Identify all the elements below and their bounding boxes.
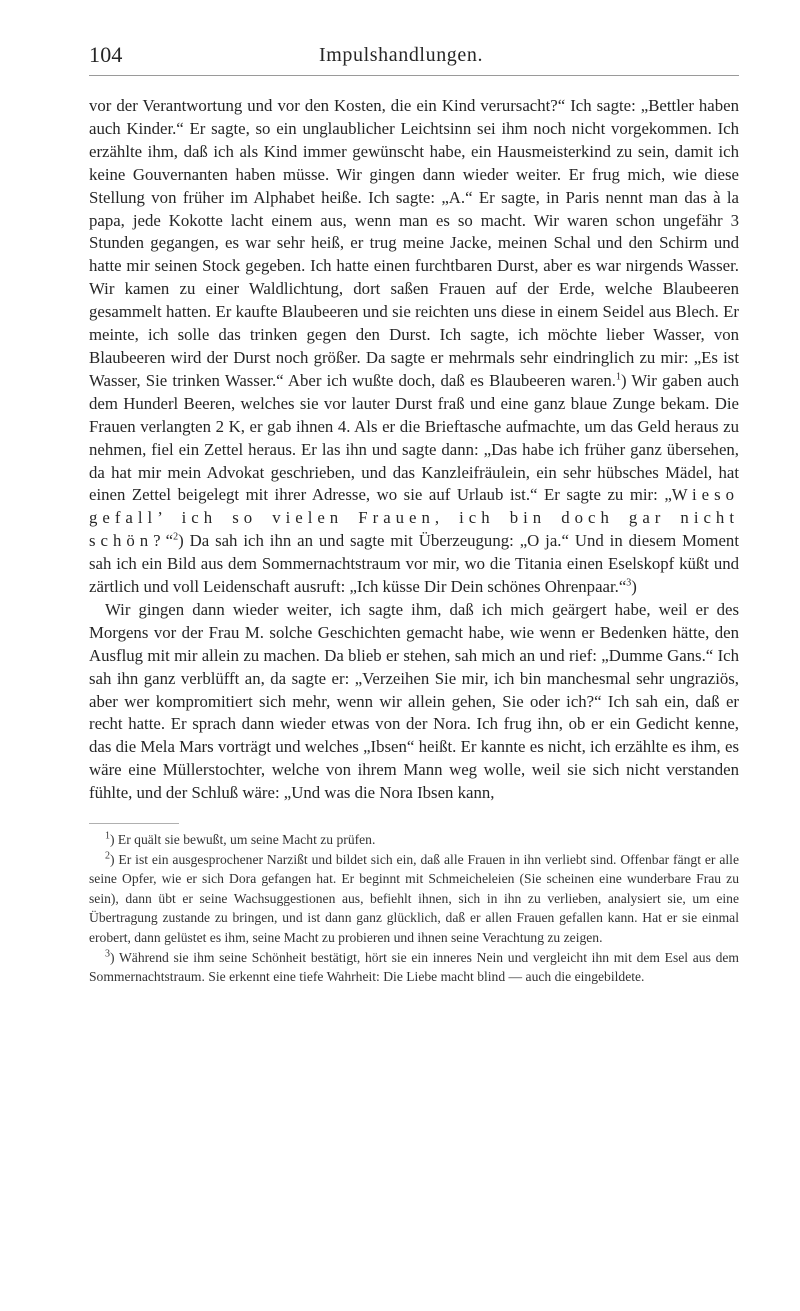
footnote-mark-1: 1: [105, 830, 110, 842]
running-title: Impulshandlungen.: [319, 44, 484, 66]
paragraph-1: [89, 95, 739, 599]
footnote-mark-3: 3: [105, 948, 110, 960]
spaced-quote: Wieso gefall’ ich so vielen Frauen, ich bin doch gar nicht schön?: [89, 485, 739, 551]
footnote-1: [89, 830, 739, 850]
footnote-text-3: ) Während sie ihm seine Schönheit bestätigt, hört sie ein inneres Nein und vergleicht ihn mit dem Esel aus dem Sommernachtstraum. Sie erkennt eine tiefe Wahrheit: Die Liebe macht blind — auch die eingebildete.: [89, 949, 739, 985]
paragraph-2: Wir gingen dann wieder weiter, ich sagte ihm, daß ich mich geärgert habe, weil er des Morgens vor der Frau M. solche Geschichten gemacht habe, wie wenn er Bedenken hätte, den Ausflug mit mir allein zu machen. Da blieb er stehen, sah mich an und rief: „Dumme Gans.“ Ich sah ihn ganz verblüfft an, da sagte er: „Verzeihen Sie mir, ich bin manchesmal sehr ungraziös, aber wer kompromitiert sich mehr, wenn wir allein gehen, Sie oder ich?“ Ich sah ein, daß er recht hatte. Er sprach dann wieder etwas von der Nora. Ich frug ihn, ob er ein Gedicht kenne, das die Mela Mars vorträgt und welches „Ibsen“ heißt. Er kannte es nicht, ich erzählte es ihm, es wäre eine Müllerstochter, welche von ihrem Mann weg wolle, weil sie sich nicht verstanden fühlte, und der Schluß wäre: „Und was die Nora Ibsen kann,: [89, 599, 739, 803]
paragraph-1-quote-close: “: [165, 531, 174, 551]
footnote-text-1: ) Er quält sie bewußt, um seine Macht zu prüfen.: [110, 832, 376, 848]
footnote-3: [89, 948, 739, 987]
book-page: [89, 40, 739, 987]
footnote-rule: [89, 823, 179, 824]
footnote-ref-3: 3: [626, 577, 632, 589]
footnote-ref-2: 2: [173, 531, 179, 543]
main-text: [89, 95, 739, 805]
footnote-ref-1: 1: [615, 371, 621, 383]
paragraph-1-part-e: ): [631, 577, 637, 597]
header-rule: [89, 75, 739, 76]
footnote-2: [89, 850, 739, 948]
footnote-text-2: ) Er ist ein ausgesprochener Narzißt und bildet sich ein, daß alle Frauen in ihn verliebt sind. Offenbar fängt er alle seine Opfer, wie er sich Dora gefangen hat. Er beginnt mit Schmeicheleien (Sie scheinen eine wunderbare Frau zu sein), dann übt er seine Wachsuggestionen aus, befiehlt ihnen, sich in ihn zu verlieben, analysiert sie, um eine Übertragung zustande zu bringen, und ist dann ganz glücklich, daß er allen Frauen gefallen kann. Hat er sie einmal erobert, dann gelüstet es ihm, seine Macht zu probieren und ihnen seine Verachtung zu zeigen.: [89, 851, 739, 946]
paragraph-1-part-a: vor der Verantwortung und vor den Kosten, die ein Kind verursacht?“ Ich sagte: „Bettler haben auch Kinder.“ Er sagte, so ein unglaublicher Leichtsinn sei ihm noch nicht vorgekommen. Ich erzählte ihm, daß ich als Kind immer gewünscht habe, ein Hausmeisterkind zu sein, damit ich keine Gouvernanten haben müsse. Wir gingen dann wieder weiter. Er frug mich, wie diese Stellung von früher im Alphabet heiße. Ich sagte: „A.“ Er sagte, in Paris nennt man das à la papa, jede Kokotte lacht einem aus, wenn man es so macht. Wir waren schon ungefähr 3 Stunden gegangen, es war sehr heiß, er trug meine Jacke, meinen Schal und den Schirm und hatte mir seinen Stock gegeben. Ich hatte einen furchtbaren Durst, aber es war nirgends Wasser. Wir kamen zu einer Waldlichtung, dort saßen Frauen auf der Erde, welche Blaubeeren gesammelt hatten. Er kaufte Blaubeeren und sie reichten uns diese in einem Seidel aus Blech. Er meinte, ich solle das trinken gegen den Durst. Ich sagte, ich möchte lieber Wasser, von Blaubeeren wird der Durst noch größer. Da sagte er mehrmals sehr eindringlich zu mir: „Es ist Wasser, Sie trinken Wasser.“ Aber ich wußte doch, daß es Blaubeeren waren.: [89, 96, 739, 390]
paragraph-1-part-d: ) Da sah ich ihn an und sagte mit Überzeugung: „O ja.“ Und in diesem Moment sah ich ein Bild aus dem Sommernachtstraum vor mir, wo die Titania einen Eselskopf küßt und zärtlich und voll Leidenschaft ausruft: „Ich küsse Dir Dein schönes Ohrenpaar.“: [89, 531, 739, 597]
footnote-mark-2: 2: [105, 850, 110, 862]
paragraph-1-part-b: ) Wir gaben auch dem Hunderl Beeren, welches sie vor lauter Durst fraß und eine ganz blaue Zunge bekam. Die Frauen verlangten 2 K, er gab ihnen 4. Als er die Brieftasche aufmachte, um das Geld heraus zu nehmen, fiel ein Zettel heraus. Er las ihn und sagte dann: „Das habe ich früher ganz übersehen, da hat mir mein Advokat geschrieben, und das Kanzleifräulein, ein sehr hübsches Mädel, hat einen Zettel beigelegt mit ihrer Adresse, wo sie auf Urlaub ist.“ Er sagte zu mir: „: [89, 370, 739, 505]
page-number: 104: [89, 42, 123, 67]
running-head: [89, 40, 739, 70]
footnotes: [89, 830, 739, 987]
